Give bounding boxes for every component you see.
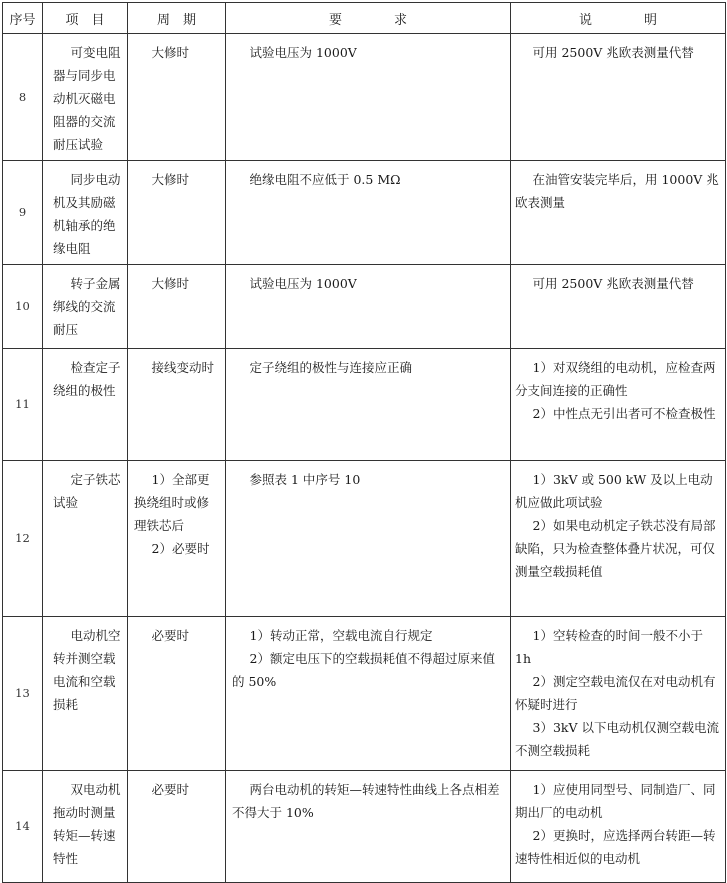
row-requirement-line: 试验电压为 1000V (249, 276, 357, 291)
row-item (43, 461, 128, 617)
table-row (3, 161, 726, 265)
row-period-line: 必要时 (151, 782, 190, 797)
row-item-text: 定子铁芯试验 (53, 472, 121, 510)
row-requirement (226, 349, 511, 461)
table-row (3, 265, 726, 349)
row-item (43, 161, 128, 265)
row-requirement-line: 试验电压为 1000V (249, 45, 357, 60)
row-period-line: 接线变动时 (151, 360, 215, 375)
row-period-line: 大修时 (151, 45, 190, 60)
row-period-line: 大修时 (151, 276, 190, 291)
row-note (511, 265, 726, 349)
row-period-line: 大修时 (151, 172, 190, 187)
row-period-line: 2）必要时 (151, 541, 210, 556)
row-note (511, 461, 726, 617)
row-note-line: 2）更换时，应选择两台转距—转速特性相近似的电动机 (515, 828, 716, 866)
row-period (128, 34, 226, 161)
header-note: 说 明 (511, 3, 726, 34)
row-requirement-line: 参照表 1 中序号 10 (249, 472, 361, 487)
row-note-line: 1）空转检查的时间一般不小于 1h (515, 628, 703, 666)
row-note (511, 771, 726, 883)
row-requirement-line: 2）额定电压下的空载损耗值不得超过原来值的 50% (232, 651, 495, 689)
row-note-line: 1）3kV 或 500 kW 及以上电动机应做此项试验 (515, 472, 713, 510)
row-note-line: 可用 2500V 兆欧表测量代替 (532, 45, 694, 60)
row-item-text: 检查定子绕组的极性 (53, 360, 121, 398)
row-item-text: 可变电阻器与同步电动机灭磁电阻器的交流耐压试验 (53, 45, 121, 152)
table-header-row (3, 3, 726, 34)
row-period (128, 161, 226, 265)
row-note-line: 2）测定空载电流仅在对电动机有怀疑时进行 (515, 674, 716, 712)
row-note-line: 3）3kV 以下电动机仅测空载电流不测空载损耗 (515, 720, 719, 758)
row-index: 9 (3, 161, 43, 265)
row-requirement (226, 461, 511, 617)
row-index: 14 (3, 771, 43, 883)
row-requirement (226, 771, 511, 883)
row-index: 13 (3, 617, 43, 771)
table-row (3, 771, 726, 883)
row-note-line: 在油管安装完毕后，用 1000V 兆欧表测量 (515, 172, 719, 210)
table-row (3, 617, 726, 771)
row-requirement-line: 两台电动机的转矩—转速特性曲线上各点相差不得大于 10% (232, 782, 500, 820)
table-row (3, 34, 726, 161)
row-item (43, 265, 128, 349)
row-note-line: 2）中性点无引出者可不检查极性 (532, 406, 716, 421)
row-note-line: 1）应使用同型号、同制造厂、同期出厂的电动机 (515, 782, 716, 820)
row-period-line: 1）全部更换绕组时或修理铁芯后 (134, 472, 210, 533)
row-item-text: 双电动机拖动时测量转矩—转速特性 (53, 782, 121, 866)
row-requirement-line: 1）转动正常，空载电流自行规定 (249, 628, 433, 643)
row-period (128, 349, 226, 461)
row-period-line: 必要时 (151, 628, 190, 643)
table-row (3, 461, 726, 617)
row-period (128, 771, 226, 883)
test-items-table (2, 2, 726, 883)
row-note-line: 2）如果电动机定子铁芯没有局部缺陷，只为检查整体叠片状况，可仅测量空载损耗值 (515, 518, 716, 579)
row-item-text: 同步电动机及其励磁机轴承的绝缘电阻 (53, 172, 121, 256)
row-item-text: 电动机空转并测空载电流和空载损耗 (53, 628, 121, 712)
header-requirement: 要 求 (226, 3, 511, 34)
row-note (511, 34, 726, 161)
row-period (128, 617, 226, 771)
row-note (511, 161, 726, 265)
row-note-line: 1）对双绕组的电动机，应检查两分支间连接的正确性 (515, 360, 716, 398)
header-item: 项 目 (43, 3, 128, 34)
row-note-line: 可用 2500V 兆欧表测量代替 (532, 276, 694, 291)
row-item (43, 771, 128, 883)
table-row (3, 349, 726, 461)
row-requirement (226, 617, 511, 771)
row-item (43, 34, 128, 161)
row-requirement (226, 161, 511, 265)
row-requirement-line: 定子绕组的极性与连接应正确 (249, 360, 413, 375)
row-index: 8 (3, 34, 43, 161)
row-period (128, 461, 226, 617)
row-item (43, 349, 128, 461)
row-requirement (226, 265, 511, 349)
header-period: 周 期 (128, 3, 226, 34)
row-requirement (226, 34, 511, 161)
row-period (128, 265, 226, 349)
header-index: 序号 (3, 3, 43, 34)
row-index: 12 (3, 461, 43, 617)
row-requirement-line: 绝缘电阻不应低于 0.5 MΩ (249, 172, 401, 187)
row-note (511, 349, 726, 461)
row-index: 11 (3, 349, 43, 461)
row-item (43, 617, 128, 771)
row-item-text: 转子金属绑线的交流耐压 (53, 276, 121, 337)
row-note (511, 617, 726, 771)
row-index: 10 (3, 265, 43, 349)
